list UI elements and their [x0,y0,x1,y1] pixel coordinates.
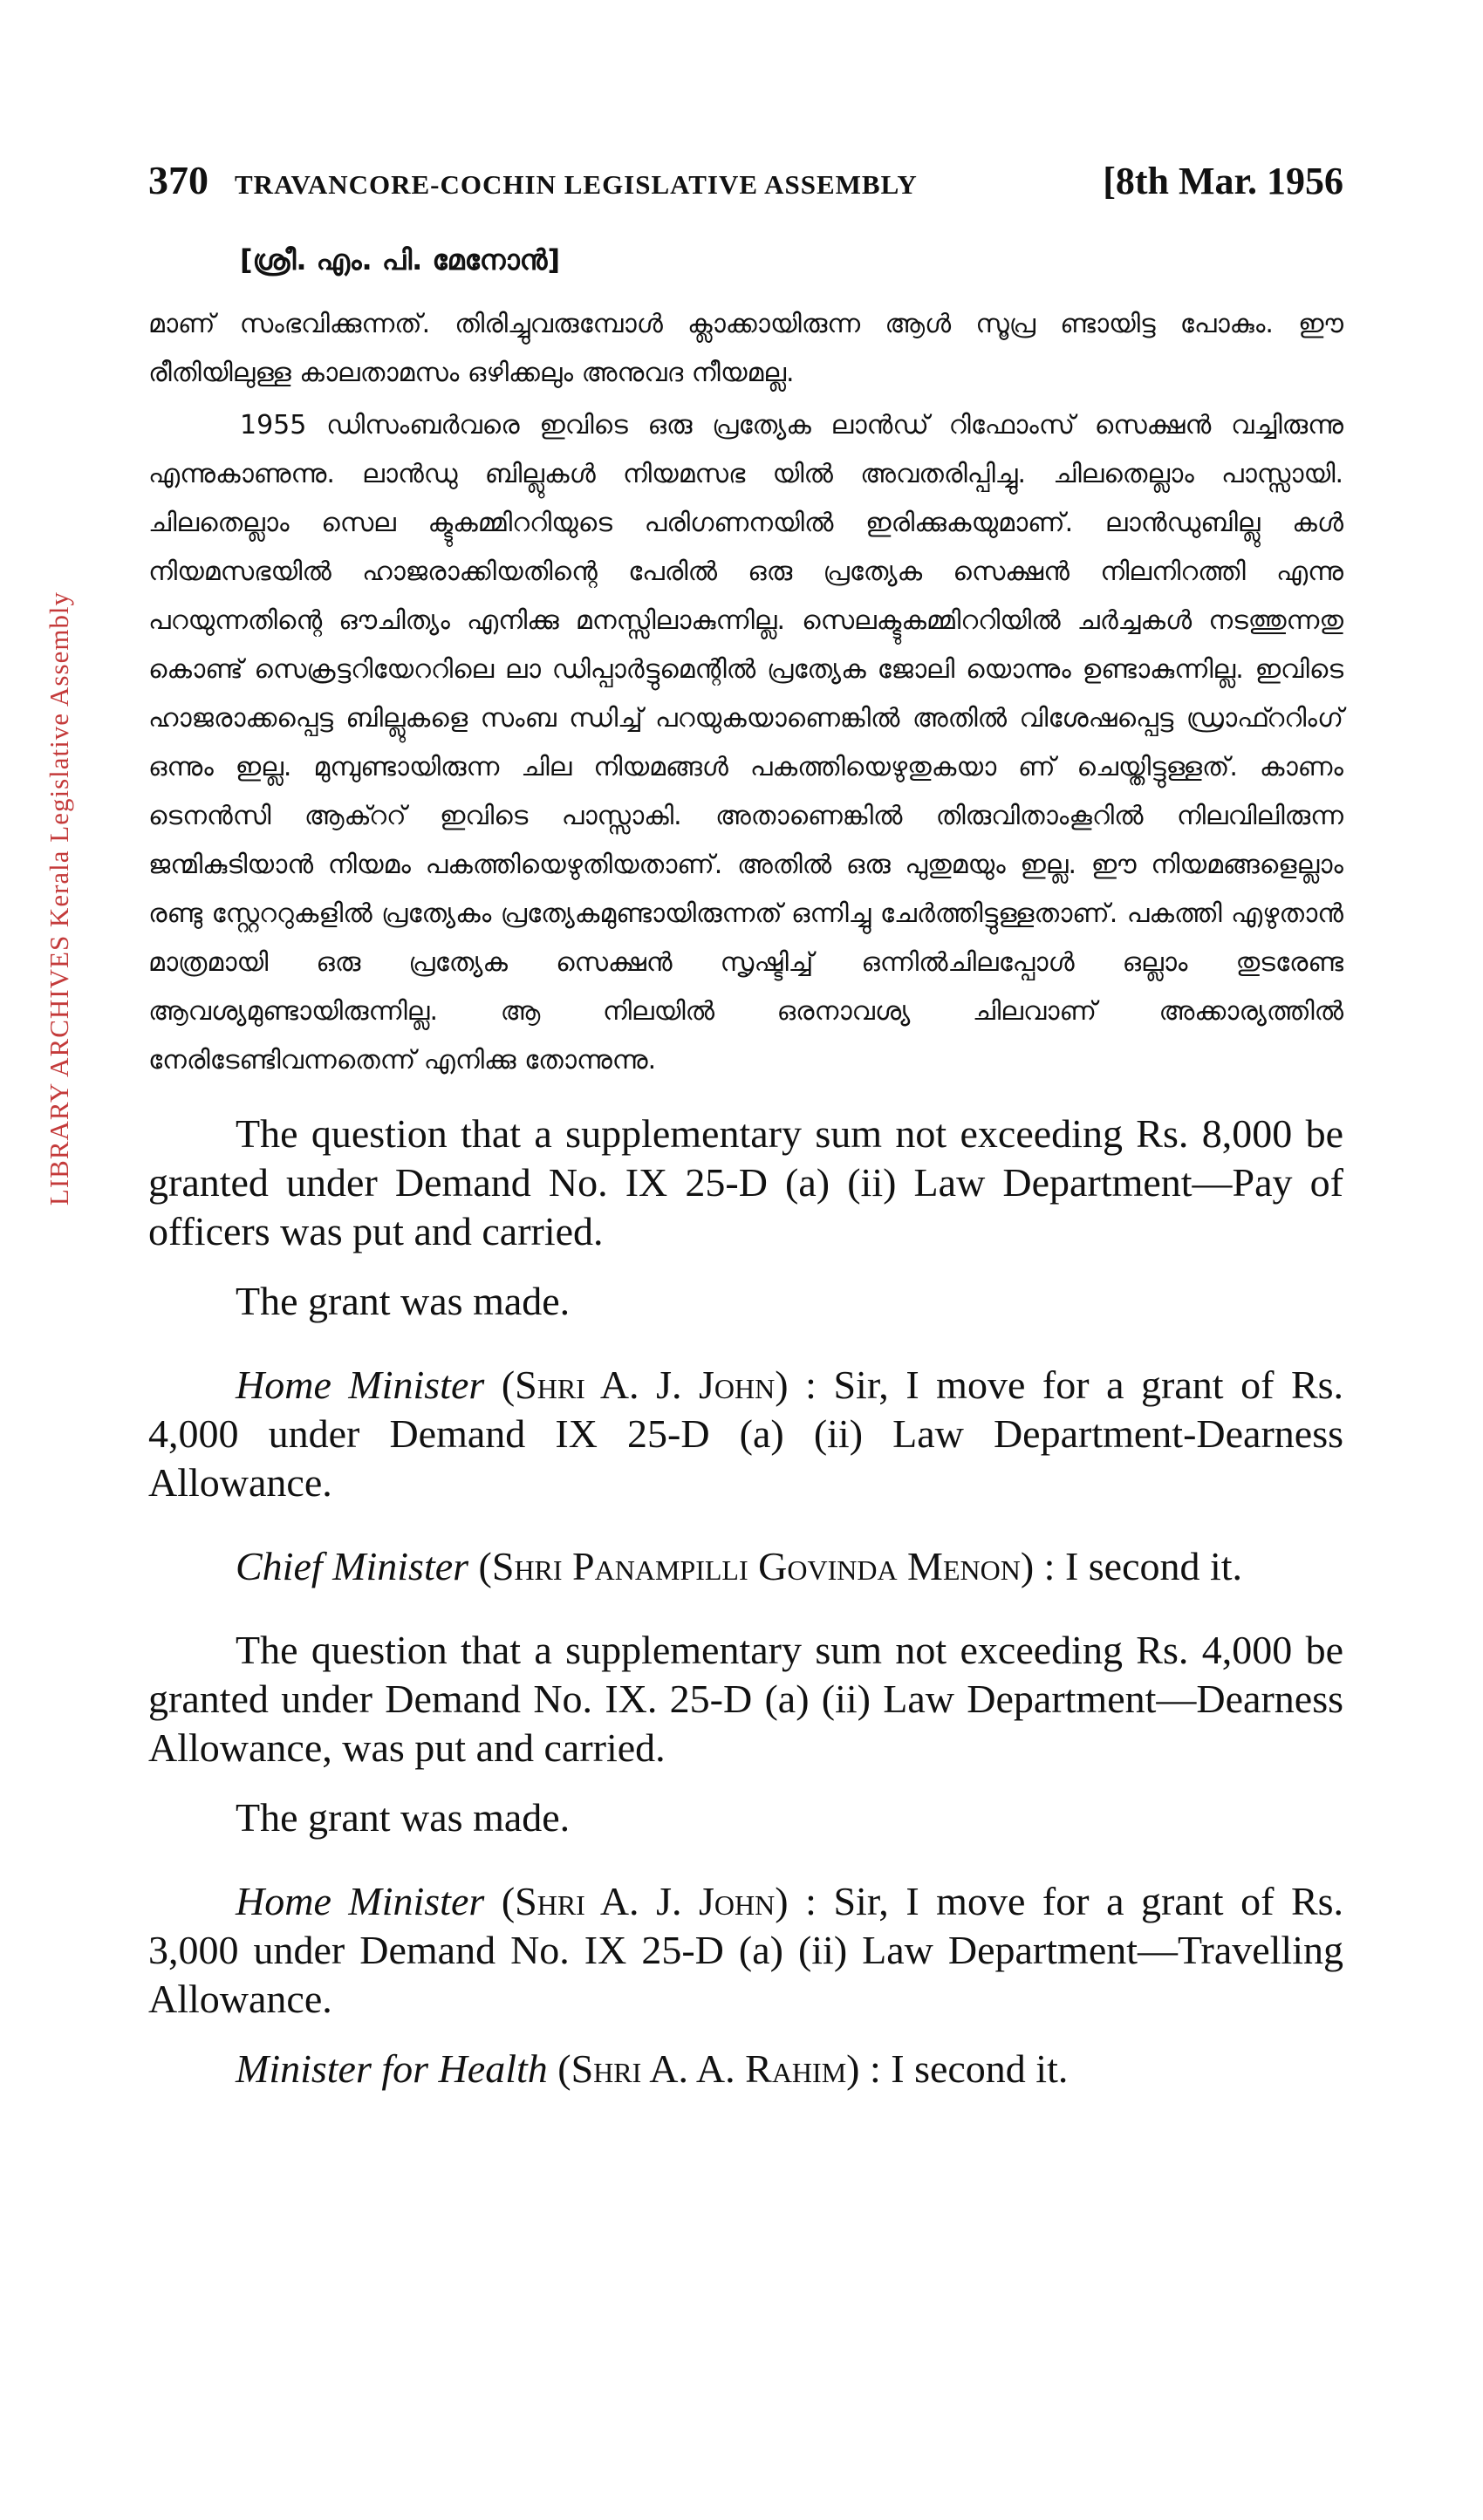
page-number: 370 [148,158,208,202]
session-date: [8th Mar. 1956 [1103,160,1343,202]
speaker-title: Home Minister [236,1362,485,1407]
speaker-title: Minister for Health [236,2046,548,2091]
motion-result: The question that a supplementary sum not exceeding Rs. 8,000 be granted under Demand No. IX 25-D (a) (ii) Law Department—Pay of officers was put and carried. [148,1111,1343,1253]
speech-text: I second it. [1064,1544,1243,1588]
speech-text: I second it. [891,2046,1069,2091]
speech-text: Sir, I move for a grant of Rs. 4,000 under Demand IX 25-D (a) (ii) Law Department-Dearness Allowance. [148,1362,1344,1505]
speech-entry [148,1877,1343,2024]
grant-made-notice: The grant was made. [236,1279,571,1323]
speech-entry [148,1361,1343,1507]
speech-entry [148,1542,1343,1591]
page-header [148,157,1343,203]
speaker-name: (Shri Panampilli Govinda Menon) : [478,1544,1056,1588]
malayalam-paragraph: 1955 ഡിസംബർവരെ ഇവിടെ ഒരു പ്രത്യേക ലാൻഡ് റിഫോംസ് സെക്ഷൻ വച്ചിരുന്നു എന്നുകാണുന്നു. ലാൻഡു ബില്ലുകൾ നിയമസഭ യിൽ അവതരിപ്പിച്ചു. ചിലതെല്ലാം പാസ്സായി. ചിലതെല്ലാം സെല ക്ടുകമ്മിററിയുടെ പരിഗണനയിൽ ഇരിക്കുകയുമാണ്. ലാൻഡുബില്ലു കൾ നിയമസഭയിൽ ഹാജരാക്കിയതിന്റെ പേരിൽ ഒരു പ്രത്യേക സെക്ഷൻ നിലനിറത്തി എന്നു പറയുന്നതിന്റെ ഔചിത്യം എനിക്കു മനസ്സിലാകുന്നില്ല. സെലക്ടുകമ്മിററിയിൽ ചർച്ചകൾ നടത്തുന്നതു കൊണ്ട് സെക്രട്ടറിയേററിലെ ലാ ഡിപ്പാർട്ടുമെന്റിൽ പ്രത്യേക ജോലി യൊന്നും ഉണ്ടാകുന്നില്ല. ഇവിടെ ഹാജരാക്കപ്പെട്ട ബില്ലുകളെ സംബ ന്ധിച്ച് പറയുകയാണെങ്കിൽ അതിൽ വിശേഷപ്പെട്ട ഡ്രാഫ്ററിംഗ് ഒന്നും ഇല്ല. മുമ്പുണ്ടായിരുന്ന ചില നിയമങ്ങൾ പകത്തിയെഴുതുകയാ ണ് ചെയ്തിട്ടുള്ളത്. കാണം ടെനൻസി ആക്ററ് ഇവിടെ പാസ്സാകി. അതാണെങ്കിൽ തിരുവിതാംകൂറിൽ നിലവിലിരുന്ന ജന്മികുടിയാൻ നിയമം പകത്തിയെഴുതിയതാണ്. അതിൽ ഒരു പുതുമയും ഇല്ല. ഈ നിയമങ്ങളെല്ലാം രണ്ടു സ്റ്റേററുകളിൽ പ്രത്യേകം പ്രത്യേകമുണ്ടായിരുന്നത് ഒന്നിച്ചു ചേർത്തിട്ടുള്ളതാണ്. പകത്തി എഴുതാൻ മാത്രമായി ഒരു പ്രത്യേക സെക്ഷൻ സൃഷ്ടിച്ച് ഒന്നിൽചിലപ്പോൾ ഒല്ലാം തുടരേണ്ട ആവശ്യമുണ്ടായിരുന്നില്ല. ആ നിലയിൽ ഒരനാവശ്യ ചിലവാണ് അക്കാര്യത്തിൽ നേരിടേണ്ടിവന്നതെന്ന് എനിക്കു തോന്നുന്നു. [148,410,1343,1076]
speech-text: Sir, I move for a grant of Rs. 3,000 under Demand No. IX 25-D (a) (ii) Law Department—Travelling Allowance. [148,1879,1344,2021]
document-page [148,157,1343,2093]
speaker-name: (Shri A. J. John) : [501,1879,817,1923]
speaker-name: (Shri A. A. Rahim) : [557,2046,881,2091]
grant-made-notice: The grant was made. [236,1795,571,1840]
motion-result: The question that a supplementary sum not exceeding Rs. 4,000 be granted under Demand No. IX. 25-D (a) (ii) Law Department—Dearness Allowance, was put and carried. [148,1628,1343,1770]
speaker-title: Home Minister [236,1879,485,1923]
speech-entry [148,2045,1343,2093]
archive-watermark: LIBRARY ARCHIVES Kerala Legislative Assembly [44,591,74,1206]
speaker-reference: [ശ്രീ. എം. പി. മേനോൻ] [240,243,561,277]
speaker-name: (Shri A. J. John) : [501,1362,817,1407]
speaker-title: Chief Minister [236,1544,469,1588]
malayalam-paragraph: മാണ് സംഭവിക്കുന്നത്. തിരിച്ചുവരുമ്പോൾ ക്ലാക്കായിരുന്ന ആൾ സൂപ്ര ണ്ടായിട്ട പോകും. ഈ രീതിയിലുള്ള കാലതാമസം ഒഴിക്കലും അനുവദ നീയമല്ല. [148,309,1343,388]
running-title: TRAVANCORE-COCHIN LEGISLATIVE ASSEMBLY [235,169,918,200]
